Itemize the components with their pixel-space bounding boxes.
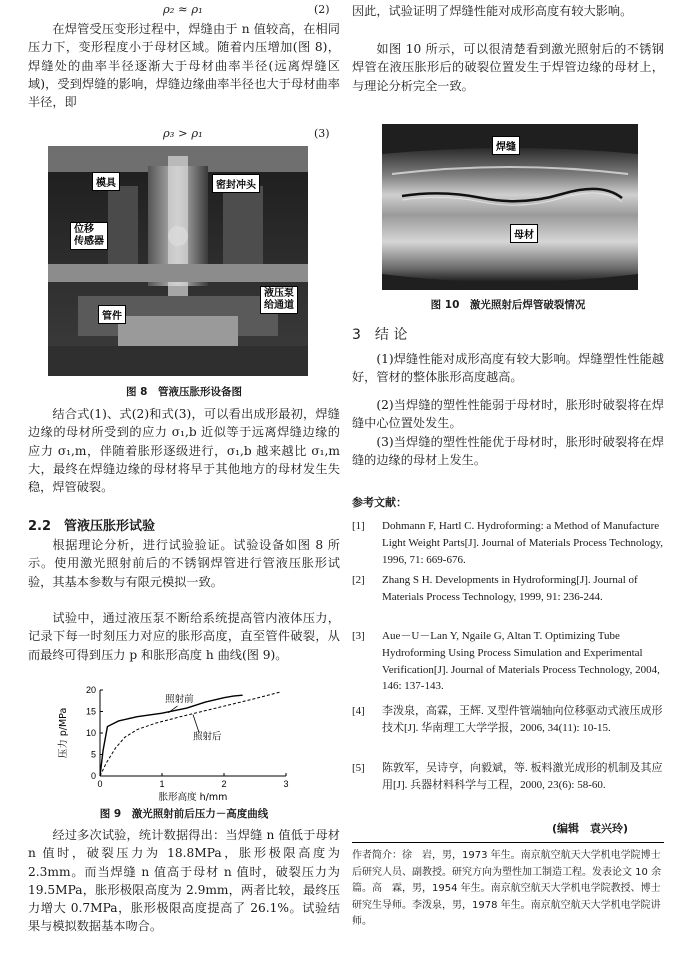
label-displacement-sensor: 位移 传感器 bbox=[70, 222, 108, 250]
reference-2 bbox=[352, 572, 664, 624]
paragraph-deformation: 在焊管受压变形过程中，焊缝由于 n 值较高，在相同压力下，变形程度小于母材区域。随着内压增加(图 8)，焊缝处的曲率半径逐渐大于母材曲率半径(远离焊缝区域)，受到焊缝的影响，焊缝边缘曲率半径也大于母材曲率半径，即 bbox=[28, 22, 340, 110]
label-seal-punch: 密封冲头 bbox=[212, 174, 260, 193]
reference-1 bbox=[352, 518, 664, 570]
section-3-title: 3 结 论 bbox=[352, 327, 408, 343]
annotation-before: 照射前 bbox=[165, 694, 194, 706]
section-2-2-title: 2.2 管液压胀形试验 bbox=[28, 519, 156, 534]
reference-number: [5] bbox=[352, 762, 365, 774]
y-tick-label: 5 bbox=[90, 749, 96, 760]
reference-4 bbox=[352, 703, 664, 755]
reference-number: [3] bbox=[352, 630, 365, 642]
x-tick-label: 2 bbox=[221, 779, 227, 789]
label-mold: 模具 bbox=[92, 172, 120, 191]
conclusion-3: (3)当焊缝的塑性性能优于母材时，胀形时破裂将在焊缝的边缘的母材上发生。 bbox=[352, 435, 664, 468]
author-introduction: 作者简介：徐 岩，男，1973 年生。南京航空航天大学机电学院博士后研究人员、副教授。研究方向为塑性加工制造工程。发表论文 10 余篇。高 霖，男，1954 年生。南京航空航天大学机电学院教授、博士研究生导师。李泼泉，男，1978 年生。南京航空航天大学机电学院讲师。 bbox=[352, 850, 662, 927]
equation-2: ρ₂ ≈ ρ₁ bbox=[163, 2, 203, 16]
reference-text: Zhang S H. Developments in Hydroforming[J]. Journal of Materials Process Technology, 1999, 91: 236-244. bbox=[382, 574, 638, 603]
reference-5 bbox=[352, 760, 664, 812]
reference-text: Dohmann F, Hartl C. Hydroforming: a Method of Manufacture Light Weight Parts[J]. Journal of Materials Process Technology, 1996, 71: 669-676. bbox=[382, 520, 664, 566]
figure-10-photo bbox=[382, 124, 638, 290]
reference-number: [1] bbox=[352, 520, 365, 532]
reference-number: [4] bbox=[352, 705, 365, 717]
paragraph-conclusion-lead: 因此，试验证明了焊缝性能对成形高度有较大影响。 bbox=[352, 4, 633, 18]
y-tick-label: 15 bbox=[85, 706, 96, 717]
equation-3-number: (3) bbox=[314, 127, 330, 140]
reference-text: Aue－U－Lan Y, Ngaile G, Altan T. Optimizing Tube Hydroforming Using Process Simulation and Experimental Verification[J]. Journal of Materials Process Technology, 2004, 146: 137-143. bbox=[382, 630, 660, 693]
equipment-illustration bbox=[48, 146, 308, 376]
editor-note: (编辑 袁兴玲) bbox=[552, 822, 629, 835]
label-weld: 焊缝 bbox=[492, 136, 520, 155]
annotation-after-leader bbox=[193, 715, 199, 733]
annotation-after: 照射后 bbox=[193, 731, 222, 743]
label-tube: 管件 bbox=[98, 305, 126, 324]
y-axis-title: 压力 p/MPa bbox=[58, 707, 69, 759]
y-tick-label: 0 bbox=[90, 771, 96, 781]
label-pump-channel: 液压泵 给通道 bbox=[260, 286, 298, 314]
y-tick-label: 10 bbox=[85, 728, 96, 738]
equation-2-number: (2) bbox=[314, 3, 330, 16]
x-axis-title: 胀形高度 h/mm bbox=[158, 792, 228, 802]
x-tick-label: 0 bbox=[97, 779, 103, 789]
figure-8-caption: 图 8 管液压胀形设备图 bbox=[126, 386, 242, 398]
paragraph-test-process: 试验中，通过液压泵不断给系统提高管内液体压力，记录下每一时刻压力对应的胀形高度，直至管件破裂，从而最终可得到压力 p 和胀形高度 h 曲线(图 9)。 bbox=[28, 611, 340, 662]
reference-text: 陈敦军，吴诗亨，向毅斌，等. 板料激光成形的机制及其应用[J]. 兵器材料科学与工程，2000, 23(6): 58-60. bbox=[382, 762, 663, 791]
figure-8-photo bbox=[48, 146, 308, 376]
x-tick-label: 1 bbox=[159, 779, 165, 789]
figure-9-caption: 图 9 激光照射前后压力－高度曲线 bbox=[99, 808, 269, 820]
author-divider bbox=[352, 842, 664, 843]
paragraph-fig10-desc: 如图 10 所示，可以很清楚看到激光照射后的不锈钢焊管在液压胀形后的破裂位置发生于焊管边缘的母材上，与理论分析完全一致。 bbox=[352, 42, 664, 93]
conclusion-1: (1)焊缝性能对成形高度有较大影响。焊缝塑性性能越好，管材的整体胀形高度越高。 bbox=[352, 352, 664, 385]
label-base-metal: 母材 bbox=[510, 224, 538, 243]
figure-10-caption: 图 10 激光照射后焊管破裂情况 bbox=[430, 299, 586, 311]
figure-9-chart bbox=[56, 682, 306, 802]
paragraph-stress-analysis: 结合式(1)、式(2)和式(3)，可以看出成形最初，焊缝边缘的母材所受到的应力 σ₁,b 近似等于远离焊缝边缘的应力 σ₁,m，伴随着胀形逐级进行，σ₁,b 越来越比 σ₁,m 大，最终在焊缝边缘的母材将早于其他地方的母材发生失稳，焊管破裂。 bbox=[28, 407, 340, 495]
y-tick-label: 20 bbox=[85, 685, 96, 695]
reference-text: 李泼泉，高霖，王辉. 叉型件管端轴向位移驱动式液压成形技术[J]. 华南理工大学学报，2006, 34(11): 10-15. bbox=[382, 705, 663, 734]
reference-number: [2] bbox=[352, 574, 365, 586]
conclusion-2: (2)当焊缝的塑性性能弱于母材时，胀形时破裂将在焊缝中心位置处发生。 bbox=[352, 398, 664, 431]
references-title: 参考文献： bbox=[352, 496, 407, 509]
paragraph-verification: 根据理论分析，进行试验验证。试验设备如图 8 所示。使用激光照射前后的不锈钢焊管进行管液压胀形试验，其基本参数与有限元模拟一致。 bbox=[28, 538, 340, 589]
paragraph-results: 经过多次试验，统计数据得出：当焊缝 n 值低于母材 n 值时，破裂压力为 18.8MPa，胀形极限高度为 2.3mm。而当焊缝 n 值高于母材 n 值时，破裂压力为 19.5MPa，胀形极限高度为 2.9mm，两者比较，最终压力增大 0.7MPa，胀形极限高度提高了 26.1%。试验结果与模拟数据基本吻合。 bbox=[28, 828, 340, 934]
reference-3 bbox=[352, 628, 664, 700]
annotation-before-leader bbox=[168, 706, 177, 713]
x-tick-label: 3 bbox=[283, 779, 289, 789]
equation-3: ρ₃ > ρ₁ bbox=[163, 126, 203, 140]
